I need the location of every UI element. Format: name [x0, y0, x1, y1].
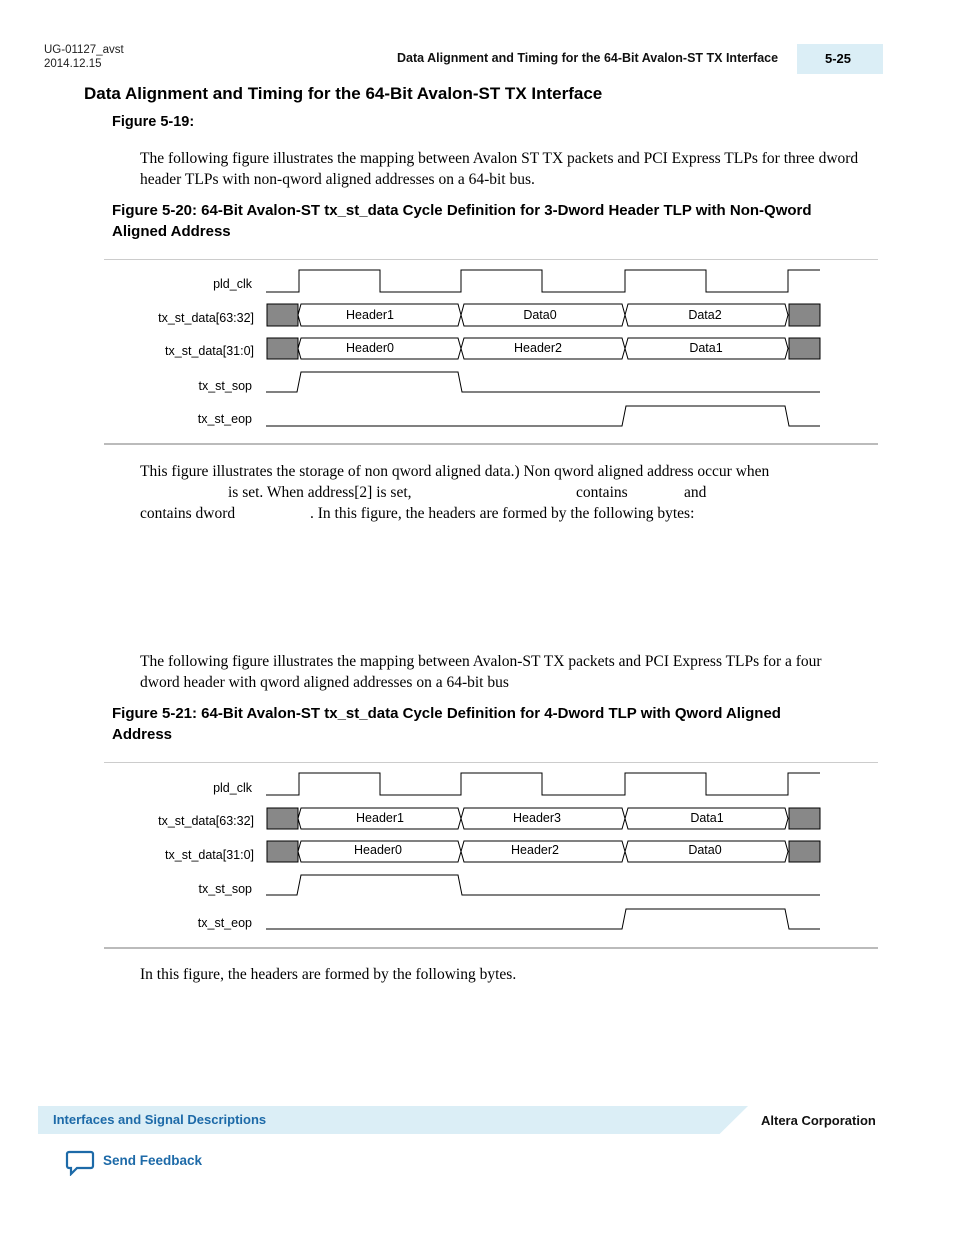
diagram-rule-bottom — [104, 947, 878, 949]
signal-label: pld_clk — [213, 781, 252, 795]
signal-label: tx_st_data[63:32] — [158, 814, 254, 828]
paragraph-2-fragment: contains — [576, 484, 628, 501]
bus-value: Header1 — [356, 811, 404, 825]
signal-label: tx_st_data[31:0] — [165, 344, 254, 358]
figure-caption-1-line1: Figure 5-20: 64-Bit Avalon-ST tx_st_data Cycle Definition for 3-Dword Header TLP with Non-Qword — [112, 202, 812, 219]
sop-waveform — [266, 875, 820, 895]
feedback-icon[interactable] — [65, 1150, 95, 1181]
eop-waveform — [266, 406, 820, 426]
doc-id-text: UG-01127_avst — [44, 44, 124, 56]
clock-waveform — [266, 270, 820, 292]
timing-diagram-1-svg — [0, 259, 954, 449]
figure-caption-1-line2: Aligned Address — [112, 223, 231, 240]
send-feedback-link[interactable]: Send Feedback — [103, 1153, 203, 1168]
paragraph-3: The following figure illustrates the mapping between Avalon-ST TX packets and PCI Express TLPs for a four dword header with qword aligned addresses on a 64-bit bus — [140, 653, 822, 691]
bus-value: Header2 — [511, 843, 559, 857]
bus-idle-segment — [789, 808, 820, 829]
bus-idle-segment — [267, 304, 298, 326]
bus-idle-segment — [789, 304, 820, 326]
eop-waveform — [266, 909, 820, 929]
figure-caption-2-line1: Figure 5-21: 64-Bit Avalon-ST tx_st_data Cycle Definition for 4-Dword TLP with Qword Aligned — [112, 705, 781, 722]
running-header-title: Data Alignment and Timing for the 64-Bit Avalon-ST TX Interface — [397, 51, 779, 65]
signal-label: tx_st_eop — [197, 916, 252, 930]
paragraph-2-line3 — [140, 503, 860, 524]
paragraph-2-fragment: and — [684, 484, 707, 501]
paragraph-2-line1: This figure illustrates the storage of non qword aligned data.) Non qword aligned address occur when — [140, 463, 770, 480]
bus-idle-segment — [267, 338, 298, 359]
bus-idle-segment — [789, 841, 820, 862]
paragraph-2 — [140, 461, 860, 524]
bus-idle-segment — [267, 841, 298, 862]
paragraph-2-line2 — [140, 482, 860, 503]
signal-label: tx_st_data[31:0] — [165, 848, 254, 862]
bus-idle-segment — [789, 338, 820, 359]
figure-caption-2-line2: Address — [112, 726, 173, 743]
signal-label: tx_st_sop — [198, 882, 252, 896]
figure-caption-2 — [112, 703, 852, 745]
paragraph-4: In this figure, the headers are formed by the following bytes. — [140, 966, 517, 983]
figure-caption-1 — [112, 200, 852, 242]
paragraph-2-fragment: . In this figure, the headers are formed by the following bytes: — [310, 505, 695, 522]
bus-value: Header0 — [354, 843, 402, 857]
bus-value: Header2 — [514, 341, 562, 355]
page-number: 5-25 — [825, 51, 852, 66]
timing-diagram-1 — [0, 259, 954, 449]
footer-company: Altera Corporation — [761, 1113, 876, 1128]
section-title: Data Alignment and Timing for the 64-Bit Avalon-ST TX Interface — [84, 84, 603, 103]
paragraph-2-fragment: contains dword — [140, 505, 236, 522]
bus-value: Header1 — [346, 308, 394, 322]
footer-chapter-title: Interfaces and Signal Descriptions — [53, 1112, 267, 1127]
bus-value: Data2 — [688, 308, 722, 322]
timing-diagram-2 — [0, 762, 954, 952]
doc-date-text: 2014.12.15 — [44, 58, 102, 70]
timing-diagram-2-svg — [0, 762, 954, 952]
signal-label: tx_st_sop — [198, 379, 252, 393]
figure-label: Figure 5-19: — [112, 114, 195, 130]
paragraph-1: The following figure illustrates the mapping between Avalon ST TX packets and PCI Express TLPs for three dword header TLPs with non-qword aligned addresses on a 64-bit bus. — [140, 150, 859, 188]
signal-label: tx_st_eop — [197, 412, 252, 426]
bus-value: Data1 — [690, 811, 724, 825]
bus-value: Header0 — [346, 341, 394, 355]
sop-waveform — [266, 372, 820, 392]
document-id — [44, 43, 124, 71]
bus-value: Data1 — [689, 341, 723, 355]
bus-value: Header3 — [513, 811, 561, 825]
paragraph-2-fragment: is set. When address[2] is set, — [228, 484, 412, 501]
bus-value: Data0 — [523, 308, 557, 322]
signal-label: pld_clk — [213, 277, 252, 291]
page-number-box — [797, 44, 883, 74]
clock-waveform — [266, 773, 820, 795]
diagram-rule-bottom — [104, 443, 878, 445]
signal-label: tx_st_data[63:32] — [158, 311, 254, 325]
bus-value: Data0 — [688, 843, 722, 857]
bus-idle-segment — [267, 808, 298, 829]
